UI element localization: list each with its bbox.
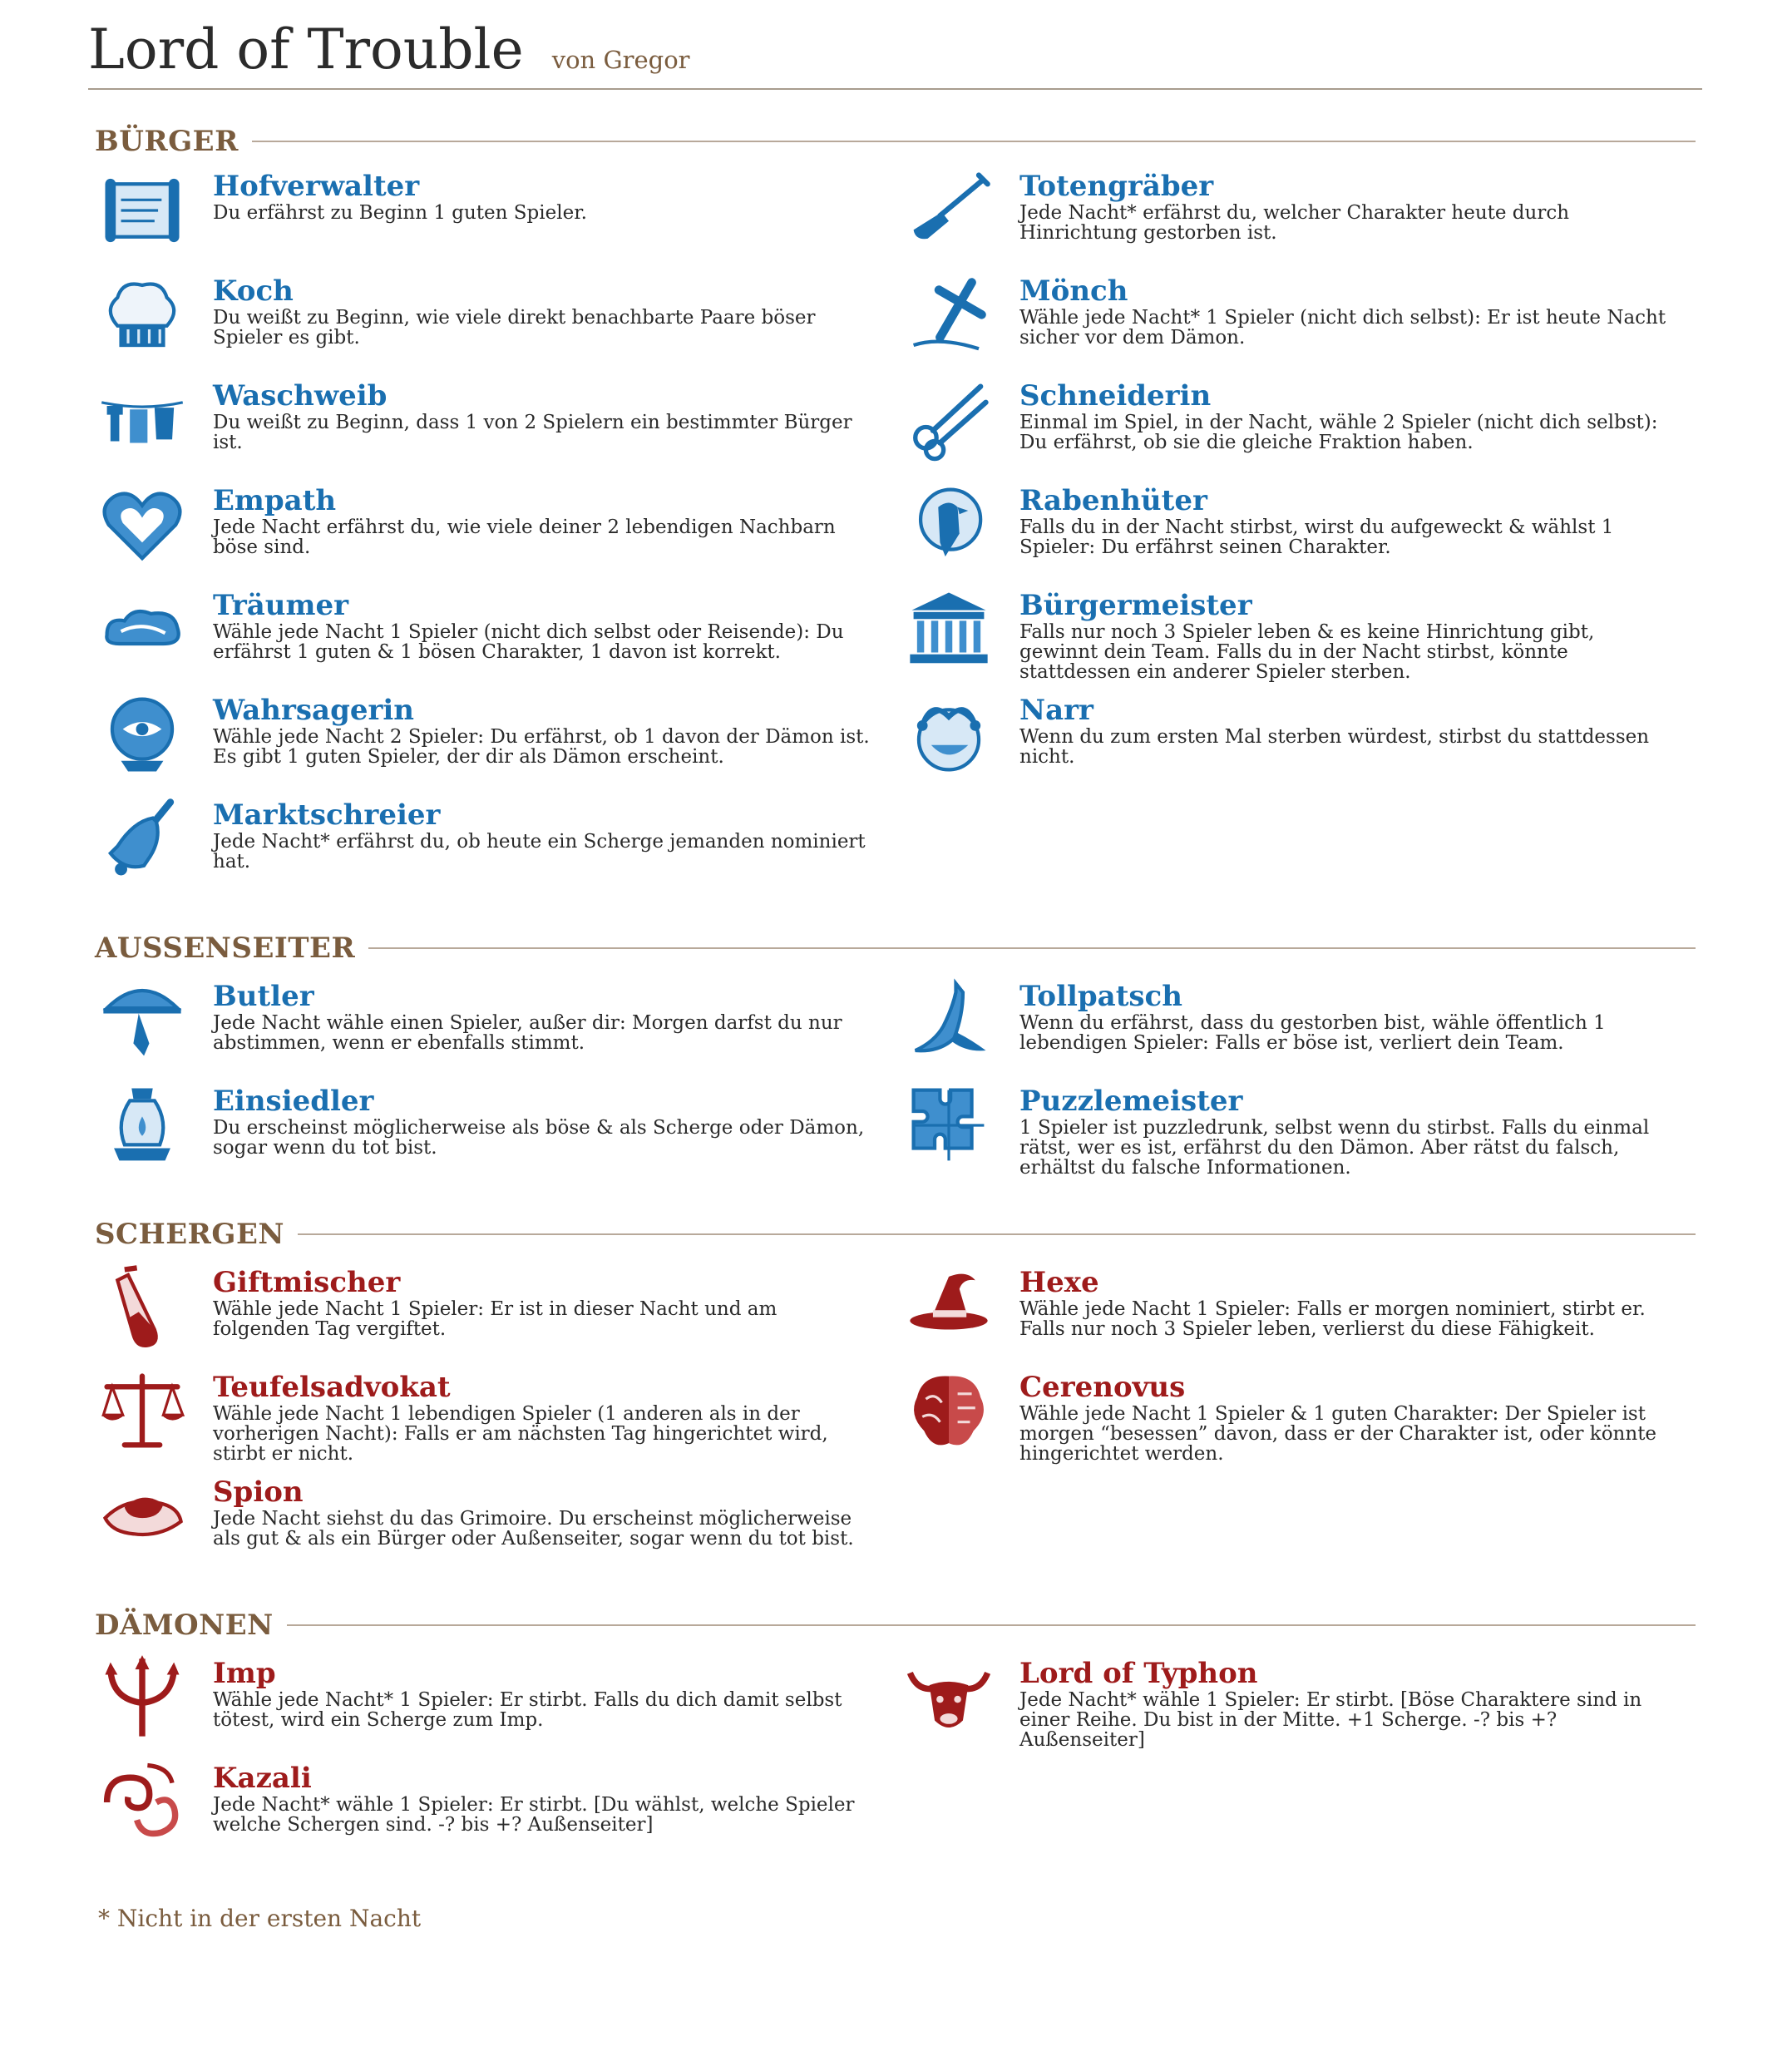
lantern-icon <box>98 1081 186 1169</box>
jester-icon <box>905 690 993 778</box>
character-ability: 1 Spieler ist puzzledrunk, selbst wenn du stirbst. Falls du einmal rätst, wer es ist, erfährst du den Dämon. Aber rätst du falsch, erhältst du falsche Informationen. <box>1019 1117 1650 1179</box>
character-name: Butler <box>213 980 314 1013</box>
character-ability: Jede Nacht* erfährst du, welcher Charakter heute durch Hinrichtung gestorben ist. <box>1019 202 1570 244</box>
character-ability: Du weißt zu Beginn, wie viele direkt benachbarte Paare böser Spieler es gibt. <box>213 307 816 348</box>
character-name: Teufelsadvokat <box>213 1371 451 1404</box>
townhall-icon <box>905 586 993 674</box>
character-ability: Einmal im Spiel, in der Nacht, wähle 2 Spieler (nicht dich selbst): Du erfährst, ob sie die gleiche Fraktion haben. <box>1019 412 1658 453</box>
character-name: Einsiedler <box>213 1085 374 1118</box>
hat-icon <box>98 1472 186 1560</box>
character-ability: Wähle jede Nacht 1 lebendigen Spieler (1 anderen als in der vorherigen Nacht): Falls er am nächsten Tag hingerichtet wird, stirbt er nicht. <box>213 1403 828 1465</box>
page-title: Lord of Trouble <box>88 17 524 82</box>
character-ability: Wähle jede Nacht 1 Spieler (nicht dich selbst oder Reisende): Du erfährst 1 guten & 1 bösen Charakter, 1 davon ist korrekt. <box>213 621 844 663</box>
character-ability: Du weißt zu Beginn, dass 1 von 2 Spielern ein bestimmter Bürger ist. <box>213 412 852 453</box>
character-name: Cerenovus <box>1019 1371 1186 1404</box>
character-ability: Jede Nacht erfährst du, wie viele deiner 2 lebendigen Nachbarn böse sind. <box>213 517 836 558</box>
clothesline-icon <box>98 376 186 464</box>
character-name: Hexe <box>1019 1266 1099 1299</box>
banana-peel-icon <box>905 976 993 1065</box>
character-ability: Jede Nacht siehst du das Grimoire. Du erscheinst möglicherweise als gut & als ein Bürger oder Außenseiter, sogar wenn du tot bist. <box>213 1508 854 1550</box>
bell-icon <box>98 795 186 883</box>
character-ability: Jede Nacht* wähle 1 Spieler: Er stirbt. [Du wählst, welche Spieler welche Schergen sind. -? bis +? Außenseiter] <box>213 1794 855 1836</box>
heart-icon <box>98 481 186 569</box>
section-divider <box>298 1233 1696 1235</box>
character-ability: Du erfährst zu Beginn 1 guten Spieler. <box>213 202 587 224</box>
swirl-icon <box>98 1758 186 1846</box>
character-name: Marktschreier <box>213 798 441 832</box>
cloud-icon <box>98 586 186 674</box>
author-credit: von Gregor <box>551 46 690 74</box>
character-ability: Wenn du zum ersten Mal sterben würdest, stirbst du stattdessen nicht. <box>1019 726 1650 768</box>
character-ability: Falls nur noch 3 Spieler leben & es keine Hinrichtung gibt, gewinnt dein Team. Falls du in der Nacht stirbst, könnte stattdessen ein anderer Spieler sterben. <box>1019 621 1595 683</box>
cross-icon <box>905 271 993 359</box>
character-name: Wahrsagerin <box>213 694 415 727</box>
character-name: Empath <box>213 484 337 517</box>
character-name: Bürgermeister <box>1019 589 1252 622</box>
character-name: Mönch <box>1019 274 1128 308</box>
character-name: Rabenhüter <box>1019 484 1207 517</box>
section-header-aussenseiter <box>95 930 1696 966</box>
character-name: Träumer <box>213 589 349 622</box>
section-header-buerger <box>95 123 1696 160</box>
character-name: Koch <box>213 274 294 308</box>
section-title: DÄMONEN <box>95 1609 274 1642</box>
character-name: Narr <box>1019 694 1093 727</box>
brain-icon <box>905 1367 993 1456</box>
character-ability: Wähle jede Nacht 1 Spieler: Falls er morgen nominiert, stirbt er. Falls nur noch 3 Spieler leben, verlierst du diese Fähigkeit. <box>1019 1298 1646 1340</box>
section-title: SCHERGEN <box>95 1218 284 1251</box>
puzzle-icon <box>905 1081 993 1169</box>
character-ability: Wähle jede Nacht 1 Spieler: Er ist in dieser Nacht und am folgenden Tag vergiftet. <box>213 1298 778 1340</box>
page-header <box>88 12 1702 90</box>
footnote: * Nicht in der ersten Nacht <box>98 1905 422 1932</box>
character-name: Lord of Typhon <box>1019 1657 1258 1690</box>
crystal-ball-icon <box>98 690 186 778</box>
character-name: Kazali <box>213 1762 312 1795</box>
character-name: Waschweib <box>213 379 388 413</box>
cloche-icon <box>98 976 186 1065</box>
character-ability: Jede Nacht* wähle 1 Spieler: Er stirbt. [Böse Charaktere sind in einer Reihe. Du bist in der Mitte. +1 Scherge. -? bis +? Außenseiter] <box>1019 1689 1642 1751</box>
raven-icon <box>905 481 993 569</box>
chef-hat-icon <box>98 271 186 359</box>
character-ability: Wenn du erfährst, dass du gestorben bist, wähle öffentlich 1 lebendigen Spieler: Falls er böse ist, verliert dein Team. <box>1019 1012 1606 1054</box>
scissors-icon <box>905 376 993 464</box>
character-name: Imp <box>213 1657 276 1690</box>
character-name: Hofverwalter <box>213 170 420 203</box>
character-ability: Falls du in der Nacht stirbst, wirst du aufgeweckt & wählst 1 Spieler: Du erfährst seinen Charakter. <box>1019 517 1614 558</box>
character-ability: Wähle jede Nacht 1 Spieler & 1 guten Charakter: Der Spieler ist morgen “besessen” davon, dass er der Charakter ist, oder könnte hingerichtet werden. <box>1019 1403 1657 1465</box>
trident-icon <box>98 1653 186 1742</box>
section-header-schergen <box>95 1216 1696 1253</box>
character-name: Giftmischer <box>213 1266 401 1299</box>
character-ability: Du erscheinst möglicherweise als böse & als Scherge oder Dämon, sogar wenn du tot bist. <box>213 1117 865 1159</box>
character-ability: Wähle jede Nacht* 1 Spieler (nicht dich selbst): Er ist heute Nacht sicher vor dem Dämon. <box>1019 307 1666 348</box>
character-name: Totengräber <box>1019 170 1214 203</box>
shovel-icon <box>905 166 993 255</box>
bull-icon <box>905 1653 993 1742</box>
character-name: Puzzlemeister <box>1019 1085 1243 1118</box>
character-name: Tollpatsch <box>1019 980 1182 1013</box>
scales-icon <box>98 1367 186 1456</box>
character-ability: Jede Nacht* erfährst du, ob heute ein Scherge jemanden nominiert hat. <box>213 831 866 872</box>
character-ability: Wähle jede Nacht 2 Spieler: Du erfährst, ob 1 davon der Dämon ist. Es gibt 1 guten Spieler, der dir als Dämon erscheint. <box>213 726 870 768</box>
section-title: AUSSENSEITER <box>95 932 356 965</box>
witch-hat-icon <box>905 1263 993 1351</box>
section-divider <box>368 947 1696 949</box>
section-divider <box>252 141 1696 142</box>
character-ability: Wähle jede Nacht* 1 Spieler: Er stirbt. Falls du dich damit selbst tötest, wird ein Scherge zum Imp. <box>213 1689 842 1731</box>
character-name: Spion <box>213 1475 304 1509</box>
vial-icon <box>98 1263 186 1351</box>
section-header-daemonen <box>95 1607 1696 1643</box>
scroll-icon <box>98 166 186 255</box>
section-divider <box>287 1624 1696 1626</box>
section-title: BÜRGER <box>95 125 239 158</box>
character-name: Schneiderin <box>1019 379 1212 413</box>
character-ability: Jede Nacht wähle einen Spieler, außer dir: Morgen darfst du nur abstimmen, wenn er ebenfalls stimmt. <box>213 1012 842 1054</box>
